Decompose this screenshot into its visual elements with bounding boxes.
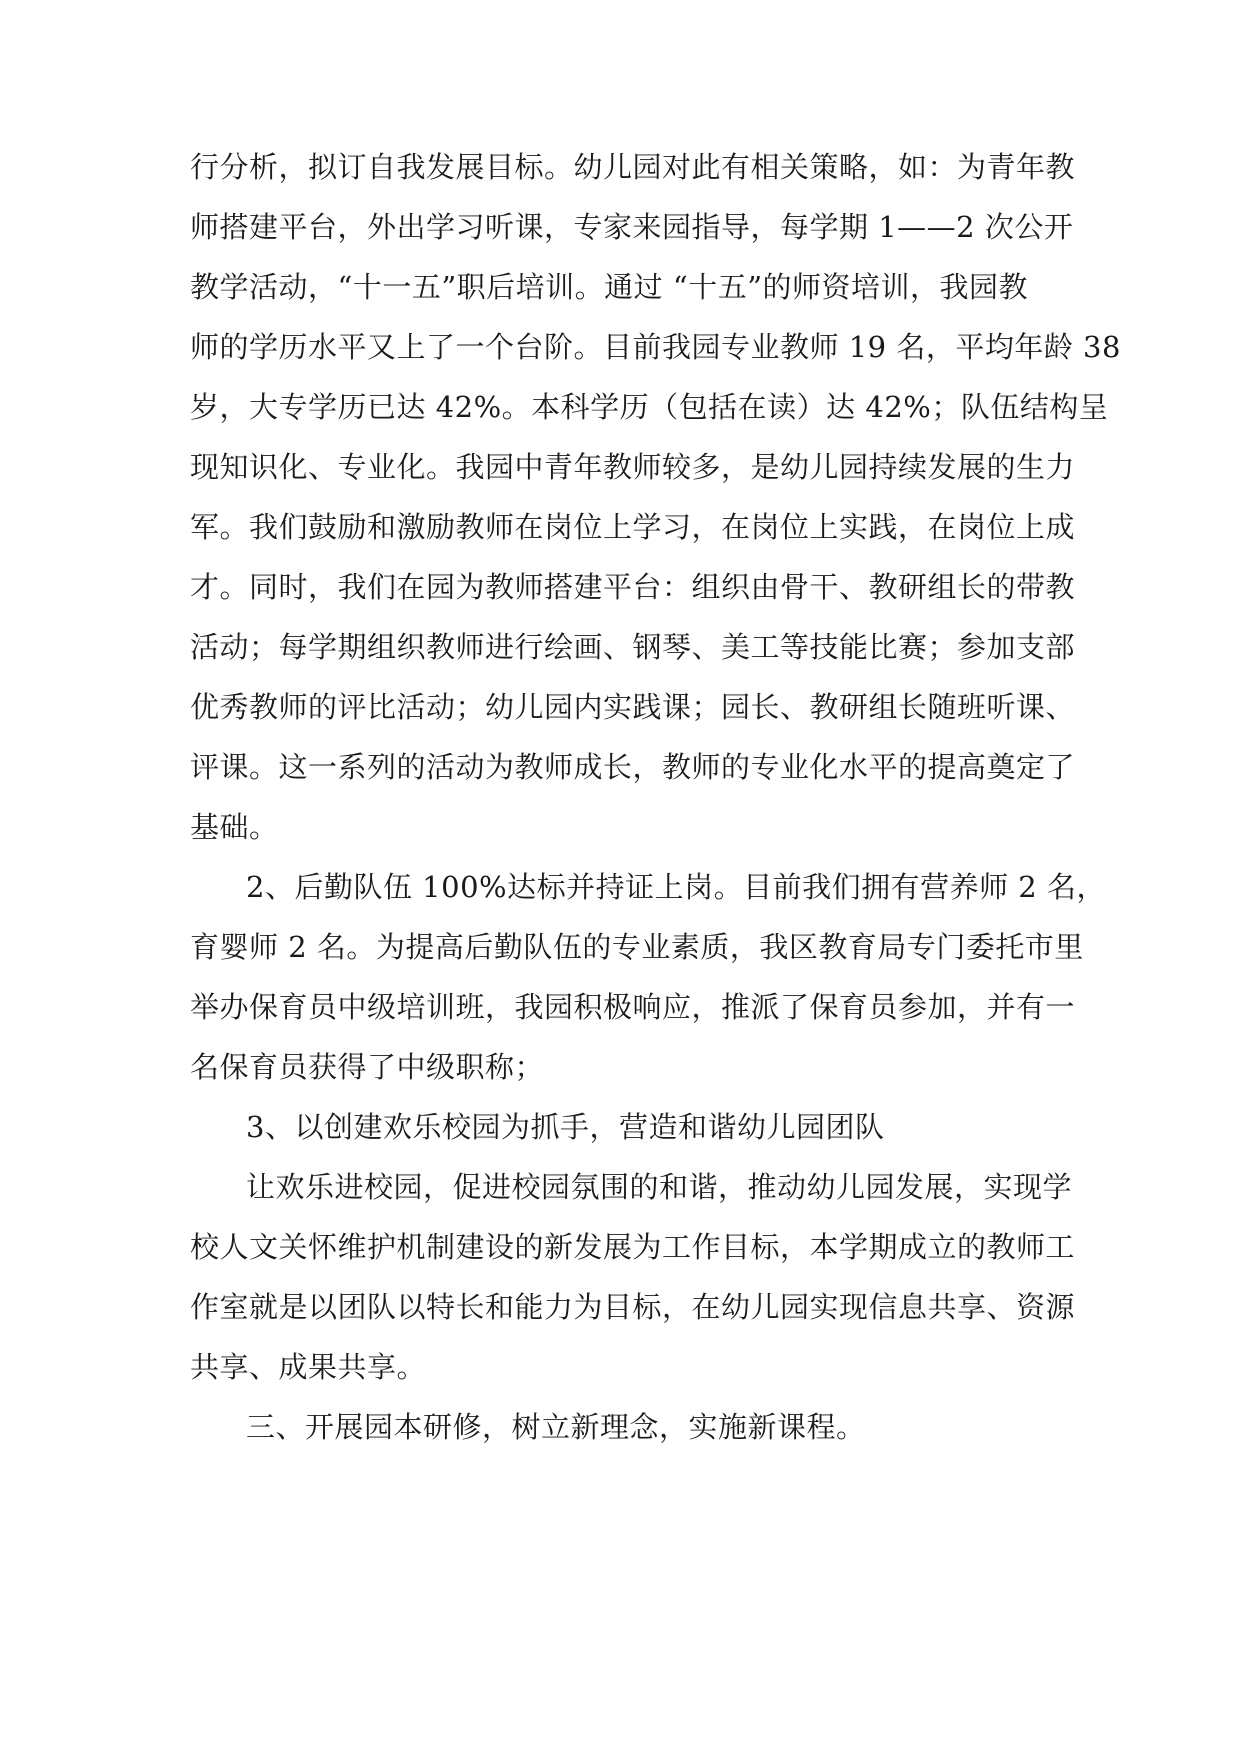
text-line: 基础。 (190, 810, 279, 844)
section-heading: 三、开展园本研修，树立新理念，实施新课程。 (246, 1410, 866, 1444)
text-line: 举办保育员中级培训班，我园积极响应，推派了保育员参加，并有一 (190, 990, 1076, 1024)
text-line: 教学活动，“十一五”职后培训。通过 “十五”的师资培训，我园教 (190, 270, 1029, 304)
text-line: 名保育员获得了中级职称； (190, 1050, 545, 1084)
text-line: 师的学历水平又上了一个台阶。目前我园专业教师 19 名，平均年龄 38 (190, 330, 1121, 364)
text-line: 活动；每学期组织教师进行绘画、钢琴、美工等技能比赛；参加支部 (190, 630, 1076, 664)
text-line: 作室就是以团队以特长和能力为目标，在幼儿园实现信息共享、资源 (190, 1290, 1076, 1324)
text-line: 校人文关怀维护机制建设的新发展为工作目标，本学期成立的教师工 (190, 1230, 1076, 1264)
paragraph-start-line: 让欢乐进校园，促进校园氛围的和谐，推动幼儿园发展，实现学 (246, 1170, 1073, 1204)
section-heading: 3、以创建欢乐校园为抓手，营造和谐幼儿园团队 (246, 1110, 885, 1144)
text-line: 评课。这一系列的活动为教师成长，教师的专业化水平的提高奠定了 (190, 750, 1076, 784)
text-line: 行分析，拟订自我发展目标。幼儿园对此有相关策略，如：为青年教 (190, 150, 1076, 184)
text-line: 才。同时，我们在园为教师搭建平台：组织由骨干、教研组长的带教 (190, 570, 1076, 604)
text-line: 现知识化、专业化。我园中青年教师较多，是幼儿园持续发展的生力 (190, 450, 1076, 484)
text-line: 优秀教师的评比活动；幼儿园内实践课；园长、教研组长随班听课、 (190, 690, 1076, 724)
text-line: 岁，大专学历已达 42%。本科学历（包括在读）达 42%；队伍结构呈 (190, 390, 1109, 424)
text-line: 军。我们鼓励和激励教师在岗位上学习，在岗位上实践，在岗位上成 (190, 510, 1076, 544)
text-line: 师搭建平台，外出学习听课，专家来园指导，每学期 1——2 次公开 (190, 210, 1074, 244)
text-line: 共享、成果共享。 (190, 1350, 427, 1384)
paragraph-start-line: 2、后勤队伍 100%达标并持证上岗。目前我们拥有营养师 2 名， (246, 870, 1106, 904)
text-line: 育婴师 2 名。为提高后勤队伍的专业素质，我区教育局专门委托市里 (190, 930, 1084, 964)
